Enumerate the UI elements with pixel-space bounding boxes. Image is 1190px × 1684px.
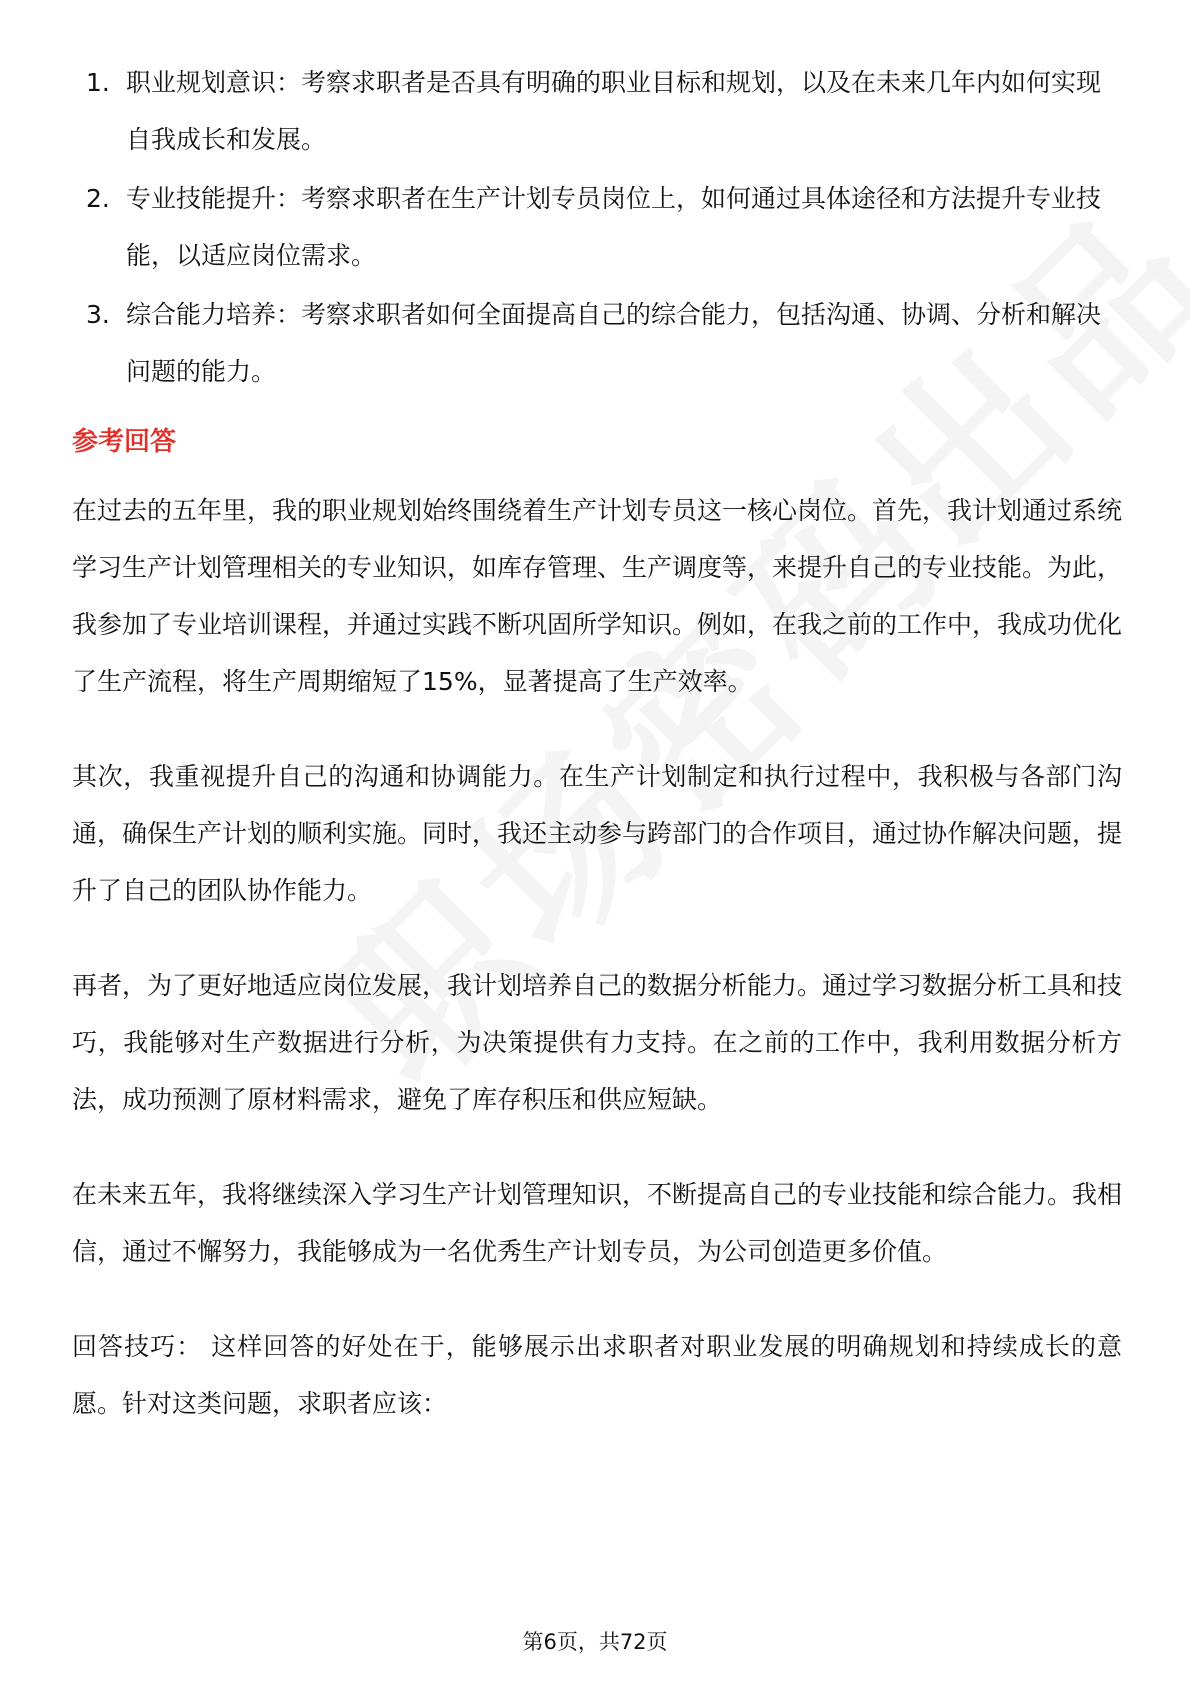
list-item: [72, 170, 1122, 284]
answer-paragraph: 在过去的五年里，我的职业规划始终围绕着生产计划专员这一核心岗位。首先，我计划通过系统学习生产计划管理相关的专业知识，如库存管理、生产调度等，来提升自己的专业技能。为此，我参加了专业培训课程，并通过实践不断巩固所学知识。例如，在我之前的工作中，我成功优化了生产流程，将生产周期缩短了15%，显著提高了生产效率。: [72, 496, 1123, 696]
section-heading: 参考回答: [72, 427, 177, 457]
list-item-number: 2.: [86, 184, 110, 213]
page-number-footer: 第6页，共72页: [522, 1630, 668, 1654]
answer-paragraph: 再者，为了更好地适应岗位发展，我计划培养自己的数据分析能力。通过学习数据分析工具和技巧，我能够对生产数据进行分析，为决策提供有力支持。在之前的工作中，我利用数据分析方法，成功预测了原材料需求，避免了库存积压和供应短缺。: [72, 971, 1123, 1114]
list-item-number: 3.: [86, 300, 110, 329]
evaluation-criteria-list: [72, 54, 1122, 400]
answer-paragraph: 其次，我重视提升自己的沟通和协调能力。在生产计划制定和执行过程中，我积极与各部门沟通，确保生产计划的顺利实施。同时，我还主动参与跨部门的合作项目，通过协作解决问题，提升了自己的团队协作能力。: [72, 762, 1123, 905]
list-item-number: 1.: [86, 68, 110, 97]
list-item-text: 综合能力培养：考察求职者如何全面提高自己的综合能力，包括沟通、协调、分析和解决问题的能力。: [126, 300, 1102, 386]
answer-paragraph: 在未来五年，我将继续深入学习生产计划管理知识，不断提高自己的专业技能和综合能力。我相信，通过不懈努力，我能够成为一名优秀生产计划专员，为公司创造更多价值。: [72, 1180, 1123, 1266]
answer-tips-paragraph: 回答技巧： 这样回答的好处在于，能够展示出求职者对职业发展的明确规划和持续成长的意愿。针对这类问题，求职者应该：: [72, 1332, 1122, 1418]
list-item: [72, 286, 1122, 400]
page-content: [72, 54, 1122, 1470]
list-item-text: 职业规划意识：考察求职者是否具有明确的职业目标和规划，以及在未来几年内如何实现自我成长和发展。: [126, 68, 1102, 154]
list-item-text: 专业技能提升：考察求职者在生产计划专员岗位上，如何通过具体途径和方法提升专业技能，以适应岗位需求。: [126, 184, 1102, 270]
list-item: [72, 54, 1122, 168]
